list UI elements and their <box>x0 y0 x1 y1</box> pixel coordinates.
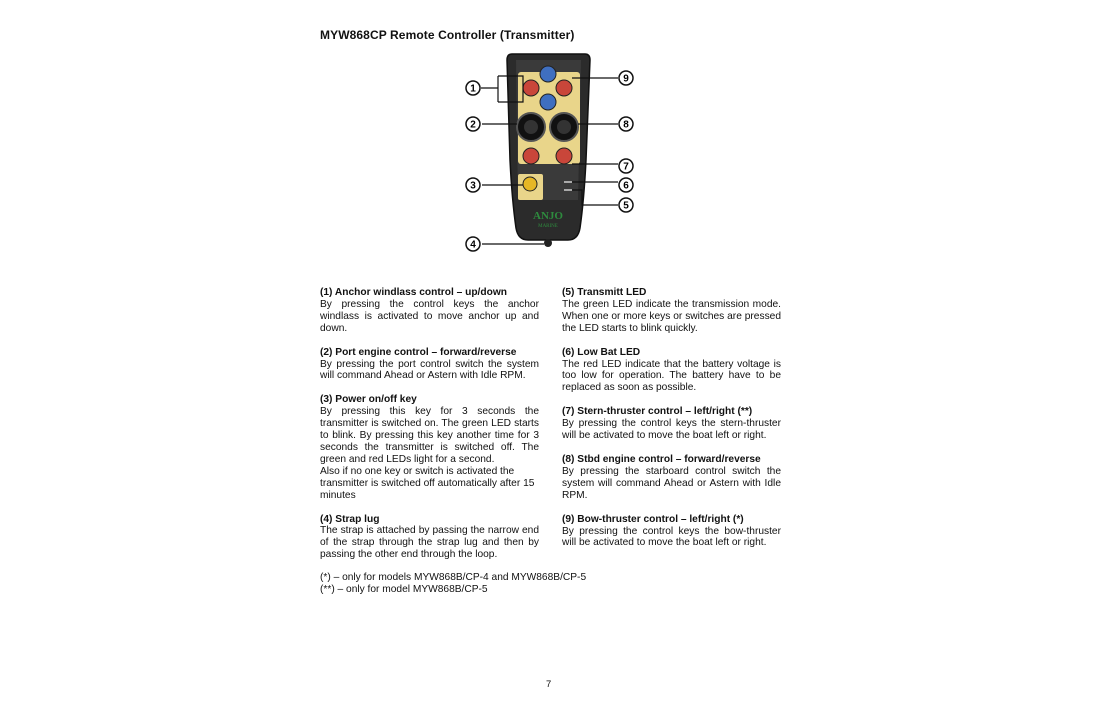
item-title: (3) Power on/off key <box>320 394 417 406</box>
item-body: The strap is attached by passing the narrow end of the strap through the strap lug and then by passing the other end through the loop. <box>320 525 539 561</box>
item-title: (8) Stbd engine control – forward/reverse <box>562 453 761 465</box>
callout-5 <box>619 198 633 212</box>
item-body: By pressing this key for 3 seconds the transmitter is switched on. The green LED starts to blink. By pressing this key another time for 3 seconds the transmitter is switched off. The green and red LEDs light for a second. <box>320 406 539 465</box>
item-low-bat-led <box>562 347 781 395</box>
item-body: By pressing the starboard control switch the system will command Ahead or Astern with Idle RPM. <box>562 465 781 501</box>
low-bat-led <box>564 189 572 191</box>
bow-up-button <box>540 66 556 82</box>
remote-controller-diagram <box>460 50 640 255</box>
callout-8 <box>619 117 633 131</box>
item-strap-lug <box>320 514 539 562</box>
item-body: By pressing the port control switch the system will command Ahead or Astern with Idle RPM. <box>320 358 539 382</box>
svg-text:6: 6 <box>623 180 629 192</box>
item-transmit-led <box>562 287 781 335</box>
power-key <box>523 177 537 191</box>
item-body: By pressing the control keys the anchor windlass is activated to move anchor up and down. <box>320 298 539 334</box>
item-title: (6) Low Bat LED <box>562 346 641 358</box>
item-port-engine <box>320 347 539 383</box>
item-body: By pressing the control keys the bow-thruster will be activated to move the boat left or right. <box>562 525 781 549</box>
stern-right-button <box>556 148 572 164</box>
svg-text:5: 5 <box>623 200 629 212</box>
callout-7 <box>619 159 633 173</box>
callout-3 <box>466 178 480 192</box>
callout-2 <box>466 117 480 131</box>
footnotes <box>320 572 586 596</box>
brand-logo: ANJO <box>533 210 563 222</box>
item-power-key <box>320 394 539 501</box>
svg-text:8: 8 <box>623 119 629 131</box>
item-title: (1) Anchor windlass control – up/down <box>320 287 507 298</box>
transmit-led <box>564 181 572 183</box>
svg-text:4: 4 <box>470 239 476 251</box>
item-title: (2) Port engine control – forward/reverse <box>320 346 517 358</box>
item-title: (5) Transmitt LED <box>562 287 647 298</box>
stern-left-button <box>523 148 539 164</box>
left-column <box>320 287 539 573</box>
right-column <box>562 287 781 561</box>
item-body: The red LED indicate that the battery voltage is too low for operation. The battery have to be replaced as soon as possible. <box>562 358 781 394</box>
item-stern-thruster <box>562 406 781 442</box>
footnote-single-star: (*) – only for models MYW868B/CP-4 and MYW868B/CP-5 <box>320 572 587 583</box>
svg-text:9: 9 <box>623 73 629 85</box>
svg-text:1: 1 <box>470 83 476 95</box>
page-number: 7 <box>546 679 552 690</box>
item-title: (9) Bow-thruster control – left/right (*) <box>562 513 744 525</box>
item-title: (4) Strap lug <box>320 513 380 525</box>
item-body: The green LED indicate the transmission mode. When one or more keys or switches are pressed the LED starts to blink quickly. <box>562 298 781 334</box>
callout-4 <box>466 237 480 251</box>
item-body-continued: Also if no one key or switch is activated the transmitter is switched off automatically after 15 minutes <box>320 465 535 501</box>
brand-subtitle: MARINE <box>538 224 558 229</box>
callout-1 <box>466 81 480 95</box>
footnote-double-star: (**) – only for model MYW868B/CP-5 <box>320 583 488 595</box>
callout-6 <box>619 178 633 192</box>
callout-9 <box>619 71 633 85</box>
item-title: (7) Stern-thruster control – left/right (**) <box>562 406 753 418</box>
anchor-right-button <box>556 80 572 96</box>
page-title: MYW868CP Remote Controller (Transmitter) <box>320 28 575 42</box>
svg-text:7: 7 <box>623 161 629 173</box>
item-bow-thruster <box>562 514 781 550</box>
bow-down-button <box>540 94 556 110</box>
strap-lug <box>544 239 552 247</box>
item-body: By pressing the control keys the stern-thruster will be activated to move the boat left or right. <box>562 418 781 442</box>
svg-text:3: 3 <box>470 180 476 192</box>
remote-controller-figure <box>460 50 640 255</box>
item-anchor-windlass <box>320 287 539 335</box>
svg-text:2: 2 <box>470 119 476 131</box>
anchor-left-button <box>523 80 539 96</box>
item-stbd-engine <box>562 454 781 502</box>
